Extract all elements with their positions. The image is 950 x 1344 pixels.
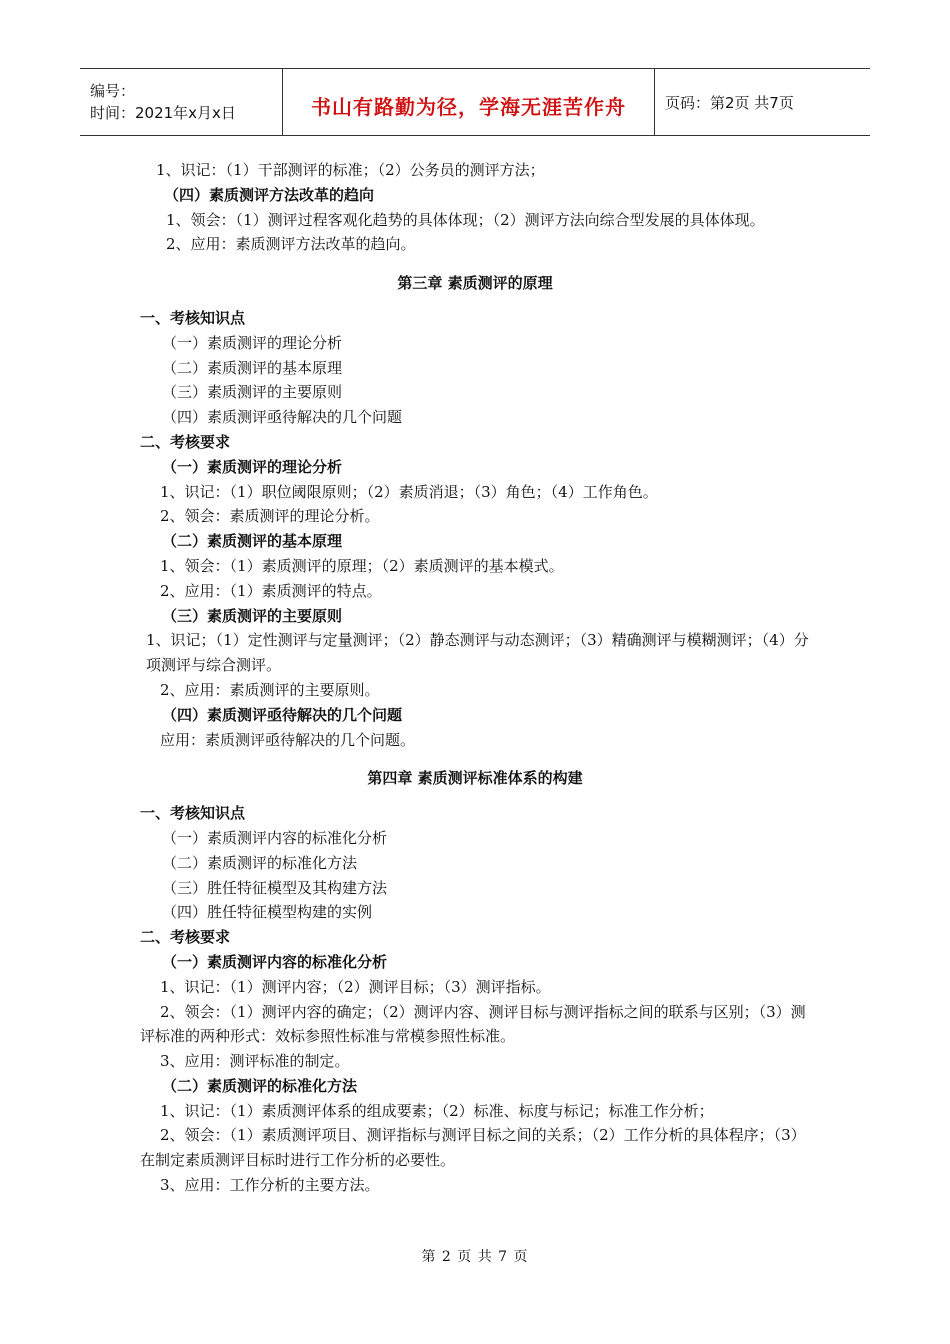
list-item: （二）素质测评的基本原理: [162, 358, 343, 377]
paragraph: 1、识记：（1）素质测评体系的组成要素；（2）标准、标度与标记；标准工作分析；: [160, 1101, 714, 1120]
list-item: （四）素质测评亟待解决的几个问题: [162, 408, 403, 427]
paragraph: 2、领会：（1）测评内容的确定；（2）测评内容、测评目标与测评指标之间的联系与区别；（3）测评标准的两种形式：效标参照性标准与常模参照性标准。: [140, 1002, 806, 1046]
section-heading: 一、考核知识点: [140, 308, 246, 327]
subsection-heading: （四）素质测评亟待解决的几个问题: [162, 705, 403, 724]
time-label: 时间：2021年x月x日: [90, 104, 236, 122]
number-label: 编号：: [90, 82, 136, 100]
section-heading: 二、考核要求: [140, 432, 231, 451]
document-body: [140, 158, 810, 1198]
subsection-heading: （一）素质测评内容的标准化分析: [162, 952, 388, 971]
paragraph: 1、识记：（1）职位阈限原则；（2）素质消退；（3）角色；（4）工作角色。: [160, 482, 658, 501]
paragraph: 2、应用：（1）素质测评的特点。: [160, 581, 382, 600]
paragraph: 3、应用：测评标准的制定。: [160, 1052, 350, 1071]
header-page-info: [655, 69, 870, 135]
list-item: （三）素质测评的主要原则: [162, 383, 343, 402]
list-item: （一）素质测评的理论分析: [162, 333, 343, 352]
page-header: [80, 68, 870, 136]
paragraph: 2、应用：素质测评的主要原则。: [160, 680, 380, 699]
list-item: （二）素质测评的标准化方法: [162, 853, 358, 872]
paragraph: 1、识记；（1）定性测评与定量测评；（2）静态测评与动态测评；（3）精确测评与模糊测评；（4）分项测评与综合测评。: [146, 631, 809, 675]
list-item: （一）素质测评内容的标准化分析: [162, 828, 388, 847]
subsection-heading: （三）素质测评的主要原则: [162, 606, 343, 625]
subsection-heading: （二）素质测评的标准化方法: [162, 1076, 358, 1095]
paragraph: 2、应用：素质测评方法改革的趋向。: [166, 235, 416, 254]
chapter-title: 第三章 素质测评的原理: [397, 274, 553, 293]
motto-text: 书山有路勤为径，学海无涯苦作舟: [311, 94, 626, 119]
section-heading: 一、考核知识点: [140, 804, 246, 823]
paragraph: 1、领会：（1）测评过程客观化趋势的具体体现；（2）测评方法向综合型发展的具体体现。: [166, 210, 765, 229]
paragraph: 1、领会：（1）素质测评的原理；（2）素质测评的基本模式。: [160, 556, 564, 575]
page-footer: 第 2 页 共 7 页: [421, 1249, 529, 1265]
paragraph: 2、领会：（1）素质测评项目、测评指标与测评目标之间的关系；（2）工作分析的具体程序；（3）在制定素质测评目标时进行工作分析的必要性。: [140, 1126, 806, 1170]
paragraph: 1、识记：（1）测评内容；（2）测评目标；（3）测评指标。: [160, 977, 551, 996]
paragraph: 应用：素质测评亟待解决的几个问题。: [160, 730, 416, 749]
paragraph: 1、识记：（1）干部测评的标准；（2）公务员的测评方法；: [156, 161, 545, 179]
section-heading: （四）素质测评方法改革的趋向: [164, 185, 375, 204]
chapter-title: 第四章 素质测评标准体系的构建: [367, 769, 583, 788]
list-item: （四）胜任特征模型构建的实例: [162, 903, 373, 922]
section-heading: 二、考核要求: [140, 928, 231, 947]
list-item: （三）胜任特征模型及其构建方法: [162, 878, 388, 897]
page-info-text: 页码：第2页 共7页: [665, 93, 794, 112]
paragraph: 2、领会：素质测评的理论分析。: [160, 507, 380, 526]
header-meta: [80, 69, 283, 135]
subsection-heading: （一）素质测评的理论分析: [162, 457, 343, 476]
header-motto-cell: [283, 69, 655, 135]
subsection-heading: （二）素质测评的基本原理: [162, 532, 343, 551]
paragraph: 3、应用：工作分析的主要方法。: [160, 1176, 380, 1195]
